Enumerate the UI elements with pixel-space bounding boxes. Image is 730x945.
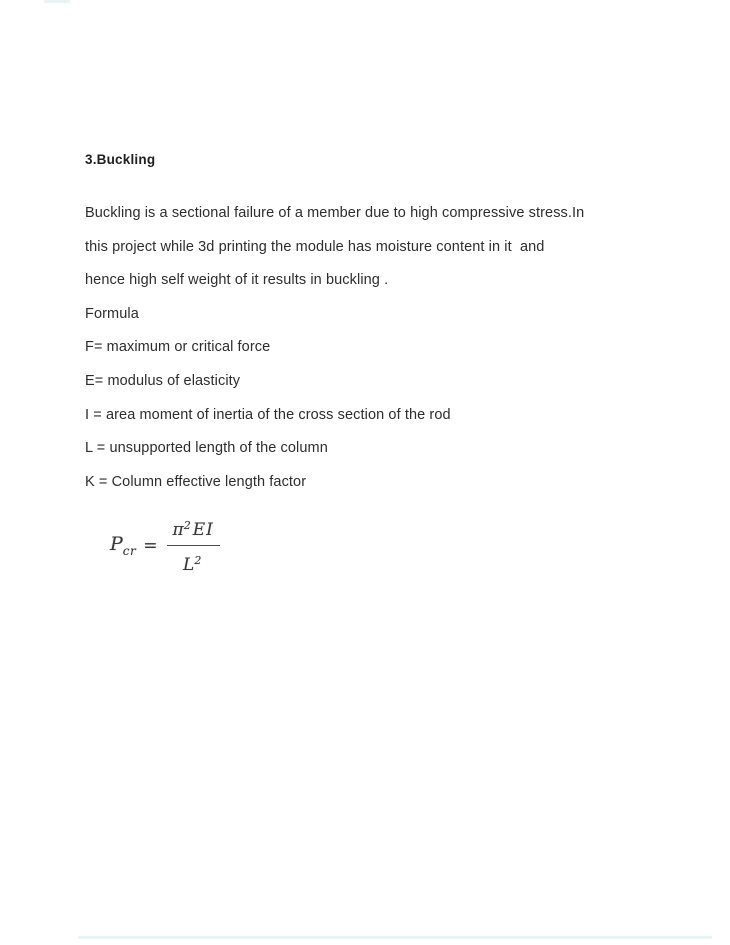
formula-lhs xyxy=(110,533,136,558)
body-line: L = unsupported length of the column xyxy=(85,440,328,457)
formula-lhs-subscript: cr xyxy=(122,544,137,558)
formula-denominator-exponent: 2 xyxy=(194,554,202,567)
formula-numerator-ei: EI xyxy=(192,520,214,540)
buckling-critical-load-formula xyxy=(110,514,220,577)
body-line: E= modulus of elasticity xyxy=(85,372,241,389)
formula-equals-sign: = xyxy=(143,535,158,556)
formula-numerator xyxy=(167,514,220,546)
formula-fraction xyxy=(167,514,220,577)
formula-pi-symbol: π xyxy=(172,520,184,540)
scan-artifact-top-line xyxy=(44,0,70,3)
body-line: Formula xyxy=(85,305,139,322)
body-line: Buckling is a sectional failure of a member due to high compressive stress.In xyxy=(85,205,585,221)
section-heading: 3.Buckling xyxy=(85,152,156,167)
body-line: F= maximum or critical force xyxy=(85,339,271,356)
body-text-block xyxy=(85,197,685,499)
body-line: this project while 3d printing the module has moisture content in it and xyxy=(85,238,545,255)
formula-lhs-base: P xyxy=(110,533,123,555)
formula-denominator xyxy=(183,546,203,577)
body-line: hence high self weight of it results in buckling . xyxy=(85,272,389,289)
scan-artifact-bottom-line xyxy=(78,936,712,939)
formula-denominator-base: L xyxy=(183,555,195,575)
formula-pi-exponent: 2 xyxy=(183,519,191,532)
body-line: I = area moment of inertia of the cross section of the rod xyxy=(85,406,451,423)
body-line: K = Column effective length factor xyxy=(85,473,307,490)
